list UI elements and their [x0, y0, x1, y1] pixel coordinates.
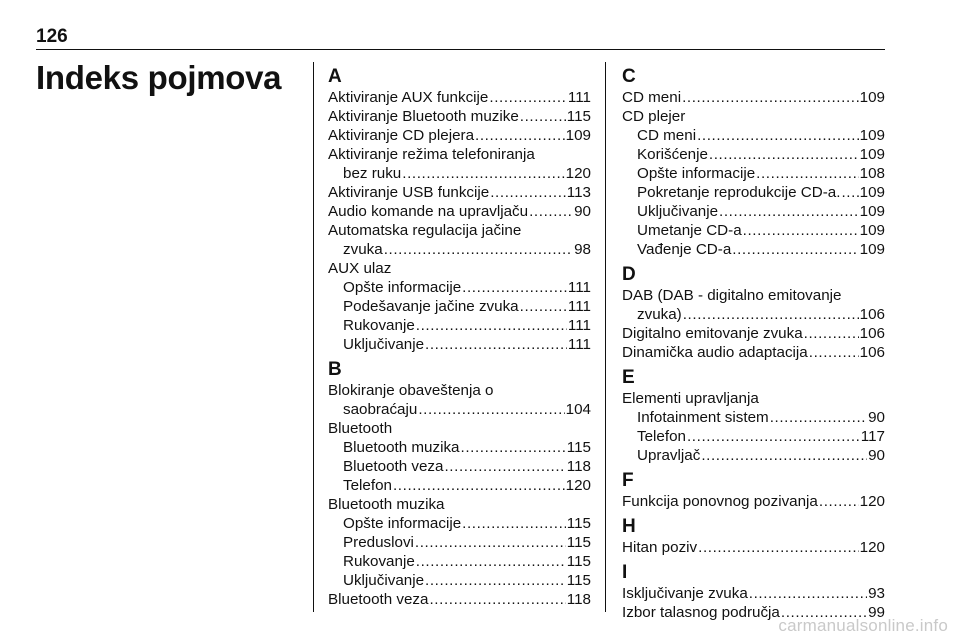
index-entry [328, 335, 591, 354]
entry-term: bez ruku [343, 165, 402, 182]
entry-term: Aktiviranje AUX funkcije [328, 89, 489, 106]
dot-leader [749, 584, 867, 603]
index-entry [328, 400, 591, 419]
index-entry [328, 202, 591, 221]
index-entry [622, 126, 885, 145]
entry-term: Rukovanje [343, 317, 415, 334]
section-letter: C [622, 66, 636, 87]
index-section [622, 66, 885, 259]
dot-leader [743, 221, 859, 240]
entry-page-number: 115 [566, 108, 591, 125]
index-entry [328, 514, 591, 533]
index-heading-line: Blokiranje obaveštenja o [328, 382, 494, 399]
index-entry [622, 240, 885, 259]
index-entry [328, 107, 591, 126]
entry-term: Uključivanje [343, 336, 425, 353]
index-entry [622, 446, 885, 465]
entry-page-number: 108 [859, 165, 885, 182]
index-entry [622, 202, 885, 221]
entry-page-number: 93 [868, 585, 885, 602]
dot-leader [462, 278, 567, 297]
index-column-1 [328, 66, 591, 614]
entry-term: Opšte informacije [637, 165, 756, 182]
header-rule [36, 49, 885, 50]
entry-page-number: 111 [567, 336, 591, 353]
entry-term: Bluetooth muzika [343, 439, 460, 456]
index-entry [622, 408, 885, 427]
index-entry [622, 183, 885, 202]
entry-page-number: 120 [565, 477, 591, 494]
entry-term: Isključivanje zvuka [622, 585, 748, 602]
index-heading-line: Bluetooth [328, 420, 393, 437]
entry-term: Izbor talasnog područja [622, 604, 780, 621]
entry-term: Preduslovi [343, 534, 414, 551]
dot-leader [819, 492, 859, 511]
index-entry [622, 492, 885, 511]
section-letter: H [622, 516, 636, 537]
entry-page-number: 111 [567, 89, 591, 106]
dot-leader [489, 88, 567, 107]
entry-term: Telefon [343, 477, 392, 494]
index-section [622, 367, 885, 465]
dot-leader [697, 126, 859, 145]
dot-leader [698, 538, 859, 557]
section-letter: I [622, 562, 628, 583]
entry-page-number: 120 [565, 165, 591, 182]
dot-leader [393, 476, 565, 495]
dot-leader [425, 335, 567, 354]
entry-term: Umetanje CD-a [637, 222, 742, 239]
entry-page-number: 109 [859, 127, 885, 144]
entry-term: Telefon [637, 428, 686, 445]
entry-term: Korišćenje [637, 146, 708, 163]
index-entry [328, 533, 591, 552]
entry-term: Aktiviranje Bluetooth muzike [328, 108, 519, 125]
dot-leader [841, 183, 858, 202]
entry-page-number: 109 [859, 146, 885, 163]
entry-page-number: 109 [859, 203, 885, 220]
index-entry [328, 571, 591, 590]
entry-term: saobraćaju [343, 401, 418, 418]
index-entry [622, 324, 885, 343]
index-entry [328, 552, 591, 571]
entry-term: Bluetooth veza [328, 591, 429, 608]
entry-term: Digitalno emitovanje zvuka [622, 325, 803, 342]
index-entry [328, 316, 591, 335]
entry-term: Dinamička audio adaptacija [622, 344, 808, 361]
dot-leader [687, 427, 860, 446]
index-entry [622, 427, 885, 446]
page-number: 126 [36, 26, 68, 47]
entry-term: Aktiviranje USB funkcije [328, 184, 490, 201]
index-entry [328, 183, 591, 202]
entry-page-number: 106 [859, 306, 885, 323]
dot-leader [732, 240, 858, 259]
index-entry [622, 305, 885, 324]
entry-term: Uključivanje [637, 203, 719, 220]
dot-leader [804, 324, 859, 343]
column-divider-right [605, 62, 606, 612]
entry-page-number: 117 [860, 428, 885, 445]
dot-leader [682, 88, 859, 107]
entry-page-number: 118 [566, 458, 591, 475]
entry-page-number: 115 [566, 439, 591, 456]
index-entry [622, 145, 885, 164]
index-entry [622, 221, 885, 240]
entry-page-number: 99 [868, 604, 885, 621]
index-heading-line: CD plejer [622, 108, 686, 125]
section-letter: B [328, 359, 342, 380]
entry-page-number: 115 [566, 534, 591, 551]
index-entry [622, 164, 885, 183]
entry-page-number: 111 [567, 279, 591, 296]
index-section [622, 516, 885, 557]
index-entry [328, 438, 591, 457]
entry-term: Opšte informacije [343, 515, 462, 532]
entry-page-number: 106 [859, 325, 885, 342]
entry-term: Uključivanje [343, 572, 425, 589]
section-letter: F [622, 470, 634, 491]
dot-leader [809, 343, 859, 362]
dot-leader [756, 164, 858, 183]
section-letter: E [622, 367, 635, 388]
entry-page-number: 98 [574, 241, 591, 258]
index-heading-line: Automatska regulacija jačine [328, 222, 522, 239]
entry-term: Infotainment sistem [637, 409, 769, 426]
entry-page-number: 90 [868, 447, 885, 464]
entry-page-number: 109 [859, 241, 885, 258]
index-section [622, 264, 885, 362]
index-heading-line: Aktiviranje režima telefoniranja [328, 146, 535, 163]
dot-leader [444, 457, 565, 476]
dot-leader [402, 164, 564, 183]
entry-page-number: 90 [574, 203, 591, 220]
index-heading-line: Elementi upravljanja [622, 390, 759, 407]
index-entry [328, 476, 591, 495]
entry-page-number: 109 [859, 89, 885, 106]
dot-leader [416, 552, 566, 571]
index-entry [622, 538, 885, 557]
dot-leader [384, 240, 573, 259]
index-entry [328, 126, 591, 145]
index-section [328, 359, 591, 609]
entry-term: zvuka [343, 241, 383, 258]
entry-term: Hitan poziv [622, 539, 698, 556]
dot-leader [701, 446, 867, 465]
dot-leader [709, 145, 859, 164]
entry-term: Audio komande na upravljaču [328, 203, 529, 220]
dot-leader [490, 183, 566, 202]
entry-page-number: 111 [567, 317, 591, 334]
index-column-2 [622, 66, 885, 627]
entry-term: Pokretanje reprodukcije CD-a. [637, 184, 841, 201]
index-entry [328, 240, 591, 259]
dot-leader [416, 316, 567, 335]
entry-term: Rukovanje [343, 553, 415, 570]
entry-page-number: 90 [868, 409, 885, 426]
index-heading-line: DAB (DAB - digitalno emitovanje [622, 287, 842, 304]
entry-term: Aktiviranje CD plejera [328, 127, 475, 144]
dot-leader [462, 514, 566, 533]
index-entry [328, 88, 591, 107]
watermark: carmanualsonline.info [778, 616, 948, 635]
page-title: Indeks pojmova [36, 59, 282, 96]
index-section [622, 562, 885, 622]
dot-leader [475, 126, 565, 145]
dot-leader [520, 297, 567, 316]
dot-leader [719, 202, 859, 221]
dot-leader [429, 590, 565, 609]
entry-page-number: 109 [859, 222, 885, 239]
section-letter: A [328, 66, 342, 87]
entry-term: CD meni [637, 127, 697, 144]
dot-leader [529, 202, 573, 221]
entry-page-number: 115 [566, 553, 591, 570]
column-divider-left [313, 62, 314, 612]
entry-term: Opšte informacije [343, 279, 462, 296]
index-entry [328, 297, 591, 316]
index-section [622, 470, 885, 511]
index-entry [328, 278, 591, 297]
entry-term: Vađenje CD-a [637, 241, 732, 258]
dot-leader [415, 533, 566, 552]
entry-page-number: 106 [859, 344, 885, 361]
index-entry [622, 584, 885, 603]
dot-leader [418, 400, 564, 419]
entry-page-number: 109 [859, 184, 885, 201]
entry-page-number: 104 [565, 401, 591, 418]
entry-page-number: 118 [566, 591, 591, 608]
entry-page-number: 113 [566, 184, 591, 201]
entry-page-number: 120 [859, 539, 885, 556]
index-entry [622, 343, 885, 362]
index-entry [328, 590, 591, 609]
section-letter: D [622, 264, 636, 285]
entry-page-number: 115 [566, 572, 591, 589]
entry-page-number: 111 [567, 298, 591, 315]
dot-leader [461, 438, 566, 457]
index-entry [328, 164, 591, 183]
entry-term: CD meni [622, 89, 682, 106]
entry-term: zvuka) [637, 306, 682, 323]
index-heading-line: Bluetooth muzika [328, 496, 445, 513]
entry-page-number: 115 [566, 515, 591, 532]
entry-term: Bluetooth veza [343, 458, 444, 475]
dot-leader [770, 408, 867, 427]
index-entry [622, 88, 885, 107]
entry-term: Upravljač [637, 447, 701, 464]
entry-page-number: 109 [565, 127, 591, 144]
dot-leader [683, 305, 859, 324]
index-heading-line: AUX ulaz [328, 260, 392, 277]
index-section [328, 66, 591, 354]
dot-leader [520, 107, 566, 126]
entry-page-number: 120 [859, 493, 885, 510]
entry-term: Funkcija ponovnog pozivanja [622, 493, 818, 510]
entry-term: Podešavanje jačine zvuka [343, 298, 519, 315]
index-entry [328, 457, 591, 476]
dot-leader [425, 571, 566, 590]
